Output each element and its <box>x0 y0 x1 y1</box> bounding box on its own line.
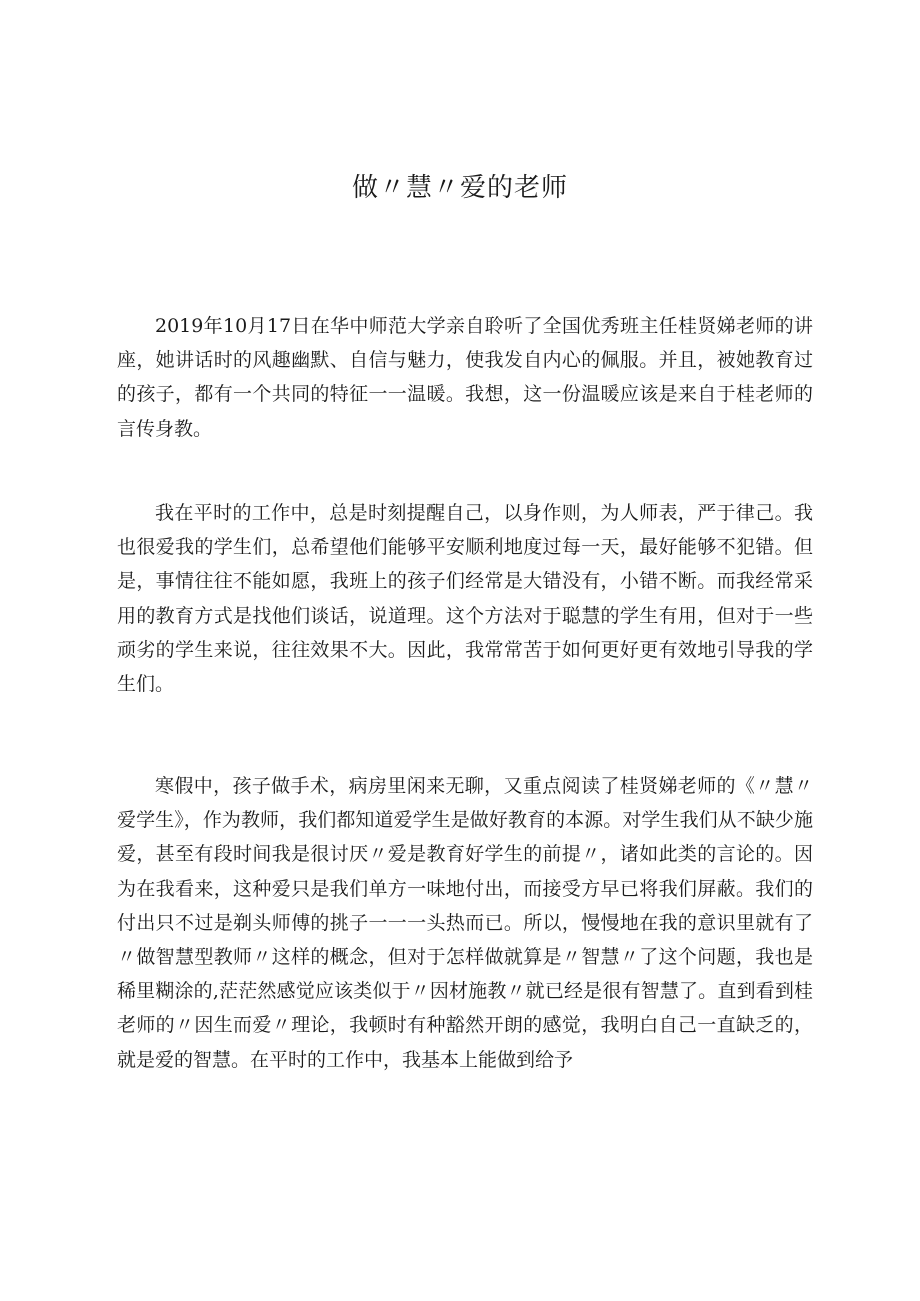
document-title: 做〃慧〃爱的老师 <box>351 173 568 203</box>
paragraph-winter-reading: 寒假中，孩子做手术，病房里闲来无聊，又重点阅读了桂贤娣老师的《〃慧〃爱学生》，作为教师，我们都知道爱学生是做好教育的本源。对学生我们从不缺少施爱，甚至有段时间我是很讨厌〃爱是教育好学生的前提〃，诸如此类的言论的。因为在我看来，这种爱只是我们单方一味地付出，而接受方早已将我们屏蔽。我们的付出只不过是剃头师傅的挑子一一一头热而已。所以，慢慢地在我的意识里就有了〃做智慧型教师〃这样的概念，但对于怎样做就算是〃智慧〃了这个问题，我也是稀里糊涂的,茫茫然感觉应该类似于〃因材施教〃就已经是很有智慧了。直到看到桂老师的〃因生而爱〃理论，我顿时有种豁然开朗的感觉，我明白自己一直缺乏的，就是爱的智慧。在平时的工作中，我基本上能做到给予 <box>117 775 813 1071</box>
paragraph-daily-work: 我在平时的工作中，总是时刻提醒自己，以身作则，为人师表，严于律己。我也很爱我的学生们，总希望他们能够平安顺利地度过每一天，最好能够不犯错。但是，事情往往不能如愿，我班上的孩子们经常是大错没有，小错不断。而我经常采用的教育方式是找他们谈话，说道理。这个方法对于聪慧的学生有用，但对于一些顽劣的学生来说，往往效果不大。因此，我常常苦于如何更好更有效地引导我的学生们。 <box>117 502 813 696</box>
paragraph-lecture: 2019年10月17日在华中师范大学亲自聆听了全国优秀班主任桂贤娣老师的讲座，她讲话时的风趣幽默、自信与魅力，使我发自内心的佩服。并且，被她教育过的孩子，都有一个共同的特征一一温暖。我想，这一份温暖应该是来自于桂老师的言传身教。 <box>117 315 813 440</box>
